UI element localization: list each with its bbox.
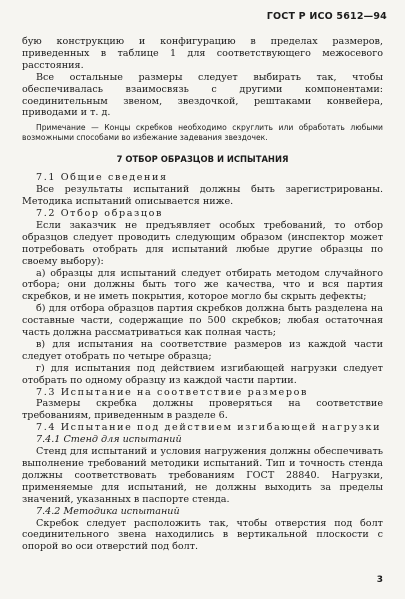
list-item-v: в) для испытания на соответствие размеров из каждой части следует отобрать по четыре образца;: [22, 338, 383, 362]
subsection-7-4-title: 7.4 Испытание под действием изгибающей нагрузки: [36, 422, 382, 434]
page-header: ГОСТ Р ИСО 5612—94: [266, 11, 387, 22]
subsection-7-2-title: 7.2 Отбор образцов: [36, 207, 164, 219]
list-item-a: а) образцы для испытаний следует отбирать методом случайного отбора; они должны быть того же качества, что и вся партия скребков, и не иметь покрытия, которое могло бы скрыть дефекты;: [22, 267, 383, 303]
subsection-7-4-2-title: 7.4.2 Методика испытаний: [36, 505, 180, 517]
page-number: 3: [376, 575, 383, 585]
subsection-7-3-text: Размеры скребка должны проверяться на соответствие требованиям, приведенным в разделе 6.: [22, 398, 383, 422]
subsection-7-1-title: 7.1 Общие сведения: [36, 172, 168, 184]
paragraph-other-sizes: Все остальные размеры следует выбирать так, чтобы обеспечивалась взаимосвязь с другими компонентами: соединительным звеном, звездочкой, рештаками конвейера, приводами и т. д.: [22, 71, 383, 119]
subsection-7-2-text: Если заказчик не предъявляет особых требований, то отбор образцов следует проводить следующим образом (инспектор может потребовать отобрать для испытаний любые другие образцы по своему выбору):: [22, 219, 383, 267]
subsection-7-1-text: Все результаты испытаний должны быть зарегистрированы. Методика испытаний описывается ниже.: [22, 184, 383, 208]
paragraph-intro: бую конструкцию и конфигурацию в пределах размеров, приведенных в таблице 1 для соответствующего межосевого расстояния.: [22, 36, 383, 71]
list-item-g: г) для испытания под действием изгибающей нагрузки следует отобрать по одному образцу из каждой части партии.: [22, 362, 383, 386]
subsection-7-4-2-text: Скребок следует расположить так, чтобы отверстия под болт соединительного звена находились в вертикальной плоскости с опорой во оси отверстий под болт.: [22, 517, 383, 553]
list-item-b: б) для отбора образцов партия скребков должна быть разделена на составные части, содержащие по 500 скребков; любая остаточная часть должна рассматриваться как полная часть;: [22, 303, 383, 339]
subsection-7-4-1-text: Стенд для испытаний и условия нагружения должны обеспечивать выполнение требований методики испытаний. Тип и точность стенда должны соответствовать требованиям ГОСТ 28840. Нагрузки, применяемые для испытаний, не должны выходить за пределы значений, указанных в паспорте стенда.: [22, 446, 383, 505]
subsection-7-4-1-title: 7.4.1 Стенд для испытаний: [36, 434, 182, 446]
subsection-7-3-title: 7.3 Испытание на соответствие размеров: [36, 386, 308, 398]
note: Примечание — Концы скребков необходимо скруглить или обработать любыми возможными способами во избежание задевания звездочек.: [22, 123, 383, 143]
section-title: 7 ОТБОР ОБРАЗЦОВ И ИСПЫТАНИЯ: [116, 154, 289, 165]
page-content: [22, 36, 383, 553]
